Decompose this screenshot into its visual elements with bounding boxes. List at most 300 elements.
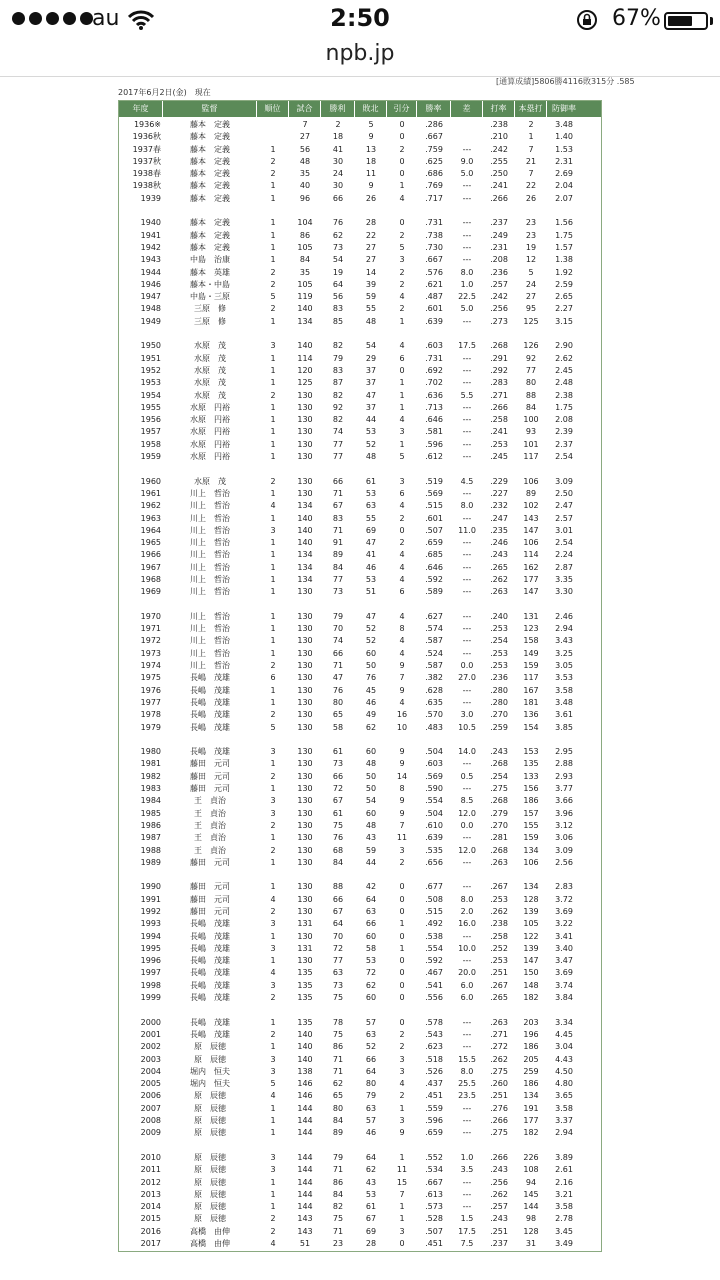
table-cell: 1962 (140, 501, 161, 511)
table-cell: 162 (523, 562, 539, 572)
table-cell: 84 (332, 857, 344, 867)
table-cell: 50 (365, 771, 377, 781)
table-cell: 28 (365, 218, 377, 228)
table-cell: 1 (399, 1202, 405, 1212)
table-cell: 3.06 (555, 833, 573, 843)
table-cell: 64 (365, 894, 377, 904)
table-cell: 22.5 (458, 292, 476, 302)
table-cell: 0 (399, 968, 405, 978)
table-cell: 2002 (140, 1042, 161, 1052)
table-cell: 1975 (140, 673, 161, 683)
table-cell: .275 (490, 1066, 508, 1076)
table-cell: 186 (523, 796, 539, 806)
table-cell: 3.04 (555, 1042, 573, 1052)
table-cell: .263 (490, 587, 508, 597)
table-cell: 2 (270, 907, 276, 916)
table-cell: 川上 哲治 (190, 574, 230, 584)
table-cell: 9 (399, 685, 405, 695)
table-row (119, 316, 601, 328)
career-record-summary: [通算成績]5806勝4116敗315分 .585 (496, 77, 635, 86)
table-cell: 原 辰徳 (194, 1165, 226, 1175)
table-cell: .625 (425, 156, 443, 166)
table-cell: 44 (365, 415, 377, 425)
table-cell: 4 (270, 1239, 276, 1249)
table-cell: .243 (490, 1214, 508, 1224)
table-row (119, 1201, 601, 1213)
table-cell: 125 (523, 316, 539, 326)
table-cell: 藤本 定義 (190, 132, 230, 142)
url-bar[interactable]: npb.jp (0, 40, 720, 77)
table-cell: 55 (365, 304, 377, 314)
table-cell: 135 (297, 980, 313, 990)
table-cell: 62 (365, 980, 377, 990)
table-cell: 117 (523, 452, 539, 462)
table-cell: 27 (525, 292, 537, 302)
table-cell: .587 (425, 636, 443, 646)
table-cell: 3.22 (555, 919, 573, 929)
table-cell: 61 (365, 476, 377, 486)
table-cell: .266 (490, 193, 508, 203)
table-cell: 1.38 (555, 255, 573, 265)
table-cell: 96 (299, 193, 311, 203)
table-cell: 原 辰徳 (194, 1214, 226, 1224)
table-cell: 11 (365, 169, 377, 179)
table-cell: 3.74 (555, 980, 573, 990)
table-cell: 130 (297, 882, 313, 892)
clock: 2:50 (330, 4, 390, 32)
table-cell: .596 (425, 1116, 443, 1126)
table-cell: .240 (490, 611, 508, 621)
table-cell: 120 (297, 365, 313, 375)
table-row (119, 857, 601, 869)
table-cell: 2 (270, 169, 276, 179)
table-cell: 1 (399, 919, 405, 929)
table-cell: 147 (523, 587, 539, 597)
table-cell: .232 (490, 501, 508, 511)
table-cell: .256 (490, 304, 508, 314)
table-cell: 1 (270, 1017, 276, 1027)
table-row (119, 820, 601, 832)
table-cell: 9 (399, 796, 405, 806)
table-cell: 177 (523, 574, 539, 584)
table-cell: --- (462, 1017, 472, 1027)
table-cell: --- (462, 1189, 472, 1199)
table-cell: 73 (332, 587, 344, 597)
table-cell: 2.37 (555, 439, 573, 449)
table-cell: 1.0 (460, 279, 474, 289)
table-cell: 14.0 (458, 747, 476, 757)
table-cell: .628 (425, 685, 443, 695)
table-cell: 48 (365, 759, 377, 769)
table-cell: .251 (490, 1091, 508, 1101)
table-cell: 9.0 (460, 156, 474, 166)
table-cell: .271 (490, 390, 508, 400)
table-cell: 4 (399, 574, 405, 584)
table-cell: 1 (399, 1152, 405, 1162)
table-cell: 7.5 (460, 1239, 474, 1249)
table-cell: 140 (297, 525, 313, 535)
table-cell: 150 (523, 968, 539, 978)
table-cell: --- (462, 439, 472, 449)
table-cell: 2.08 (555, 415, 573, 425)
table-cell: .253 (490, 624, 508, 634)
table-cell: 1 (270, 1189, 276, 1199)
row-spacer (119, 1140, 601, 1152)
table-cell: .613 (425, 1189, 443, 1199)
table-cell: --- (462, 538, 472, 548)
table-cell: .451 (425, 1239, 443, 1249)
table-cell: 91 (332, 538, 344, 548)
table-cell: 130 (297, 636, 313, 646)
table-cell: 196 (523, 1029, 539, 1039)
table-row (119, 611, 601, 623)
table-cell: 1971 (140, 624, 161, 634)
table-cell: 川上 哲治 (190, 636, 230, 646)
table-cell: .266 (490, 1116, 508, 1126)
table-cell: 88 (525, 390, 537, 400)
table-cell: .569 (425, 771, 443, 781)
table-cell: 1 (270, 1042, 276, 1052)
table-cell: .291 (490, 353, 508, 363)
table-cell: 4 (399, 1079, 405, 1089)
table-cell: 3.85 (555, 722, 573, 732)
table-cell: 16 (396, 710, 408, 720)
table-cell: 3.43 (555, 636, 573, 646)
table-cell: 4 (399, 341, 405, 351)
table-cell: .273 (490, 316, 508, 326)
table-cell: 3 (399, 476, 405, 486)
column-header: 順位 (257, 101, 289, 117)
table-cell: 高橋 由伸 (190, 1239, 230, 1249)
table-cell: 69 (365, 1226, 377, 1236)
table-cell: 1976 (140, 685, 161, 695)
table-cell: 27 (299, 132, 311, 142)
table-row (119, 697, 601, 709)
table-cell: 26 (365, 193, 377, 203)
table-cell: --- (462, 857, 472, 867)
table-cell: .589 (425, 587, 443, 597)
table-cell: 長嶋 茂雄 (190, 685, 230, 695)
table-cell: 52 (365, 439, 377, 449)
table-cell: 0.0 (460, 820, 474, 830)
table-cell: --- (462, 685, 472, 695)
table-cell: 川上 哲治 (190, 525, 230, 535)
table-cell: 1999 (140, 993, 161, 1003)
table-row (119, 279, 601, 291)
table-cell: 1 (270, 1128, 276, 1138)
table-cell: .467 (425, 968, 443, 978)
table-cell: 3.21 (555, 1189, 573, 1199)
table-cell: 154 (523, 722, 539, 732)
table-cell: 84 (332, 1116, 344, 1126)
table-cell: 59 (365, 292, 377, 302)
table-cell: 135 (297, 1017, 313, 1027)
table-cell: 1 (270, 611, 276, 621)
table-cell: 130 (297, 697, 313, 707)
table-cell: 水原 茂 (194, 341, 226, 351)
table-cell: .253 (490, 439, 508, 449)
table-cell: 72 (332, 784, 344, 794)
table-cell: 1 (270, 562, 276, 572)
table-cell: .515 (425, 907, 443, 916)
table-cell: 22 (525, 181, 537, 191)
table-cell: 2015 (140, 1214, 161, 1224)
table-cell: 1 (270, 1177, 276, 1187)
table-cell: 2.93 (555, 771, 573, 781)
table-cell: .508 (425, 894, 443, 904)
table-cell: 130 (297, 624, 313, 634)
table-cell: 川上 哲治 (190, 661, 230, 671)
table-cell: 原 辰徳 (194, 1091, 226, 1101)
table-cell: 川上 哲治 (190, 611, 230, 621)
table-cell: 1 (270, 685, 276, 695)
table-row (119, 254, 601, 266)
table-cell: 2.56 (555, 857, 573, 867)
table-row (119, 488, 601, 500)
table-cell: 5 (368, 120, 374, 129)
table-cell: 1 (270, 415, 276, 425)
table-cell: .487 (425, 292, 443, 302)
table-cell: 1947 (140, 292, 161, 302)
table-cell: 130 (297, 784, 313, 794)
table-cell: 130 (297, 771, 313, 781)
table-cell: --- (462, 697, 472, 707)
table-cell: 48 (365, 316, 377, 326)
table-cell: 5 (399, 452, 405, 462)
table-cell: .254 (490, 771, 508, 781)
table-cell: 135 (297, 993, 313, 1003)
table-cell: --- (462, 784, 472, 794)
table-cell: 8.0 (460, 1066, 474, 1076)
table-cell: 3 (270, 1066, 276, 1076)
table-row (119, 365, 601, 377)
table-cell: 2017 (140, 1239, 161, 1249)
table-cell: 130 (297, 390, 313, 400)
table-cell: .262 (490, 1189, 508, 1199)
table-cell: 2 (270, 304, 276, 314)
table-cell: 139 (523, 907, 539, 916)
table-cell: 0 (399, 993, 405, 1003)
table-cell: 66 (332, 894, 344, 904)
table-cell: 2.57 (555, 513, 573, 523)
table-cell: .518 (425, 1054, 443, 1064)
table-cell: 2.78 (555, 1214, 573, 1224)
table-cell: 7 (399, 1189, 405, 1199)
table-row (119, 918, 601, 930)
status-bar (0, 0, 720, 40)
table-cell: 48 (299, 156, 311, 166)
table-cell: 0 (399, 365, 405, 375)
table-cell: 26 (525, 193, 537, 203)
table-cell: 1955 (140, 402, 161, 412)
table-cell: 50 (365, 784, 377, 794)
table-cell: 134 (297, 550, 313, 560)
table-row (119, 500, 601, 512)
table-cell: .692 (425, 365, 443, 375)
table-cell: .271 (490, 1029, 508, 1039)
table-cell: 140 (297, 1042, 313, 1052)
table-cell: 84 (332, 1189, 344, 1199)
table-cell: 77 (332, 956, 344, 966)
table-cell: 2.48 (555, 378, 573, 388)
table-cell: .569 (425, 488, 443, 498)
table-cell: 川上 哲治 (190, 648, 230, 658)
table-cell: .731 (425, 218, 443, 228)
table-cell: 高橋 由伸 (190, 1226, 230, 1236)
table-cell: .259 (490, 722, 508, 732)
table-cell: 83 (332, 304, 344, 314)
table-cell: 1961 (140, 488, 161, 498)
table-cell: 56 (332, 292, 344, 302)
table-cell: 17.5 (458, 341, 476, 351)
table-cell: 3.12 (555, 820, 573, 830)
table-cell: .686 (425, 169, 443, 179)
table-cell: .229 (490, 476, 508, 486)
table-cell: 79 (332, 1152, 344, 1162)
table-cell: 105 (297, 279, 313, 289)
table-cell: 3.49 (555, 1239, 573, 1249)
table-cell: 71 (332, 1066, 344, 1076)
table-cell: 186 (523, 1042, 539, 1052)
table-cell: 藤田 元司 (190, 907, 230, 916)
table-cell: 1 (399, 390, 405, 400)
table-cell: --- (462, 636, 472, 646)
table-cell: 2.94 (555, 1128, 573, 1138)
table-cell: 6 (399, 587, 405, 597)
table-cell: 3.89 (555, 1152, 573, 1162)
table-cell: 2 (270, 1214, 276, 1224)
table-cell: .210 (490, 132, 508, 142)
table-cell: 1 (270, 402, 276, 412)
table-cell: 2.69 (555, 169, 573, 179)
table-cell: --- (462, 562, 472, 572)
table-cell: .231 (490, 242, 508, 252)
table-cell: 6 (399, 353, 405, 363)
table-cell: 153 (523, 747, 539, 757)
table-cell: 3.65 (555, 1091, 573, 1101)
table-cell: 長嶋 茂雄 (190, 931, 230, 941)
table-cell: 1.5 (460, 1214, 474, 1224)
table-cell: .238 (490, 120, 508, 129)
table-cell: .258 (490, 415, 508, 425)
table-cell: 8.0 (460, 267, 474, 277)
table-cell: 1987 (140, 833, 161, 843)
table-cell: 2 (399, 1029, 405, 1039)
table-row (119, 709, 601, 721)
table-cell: 1979 (140, 722, 161, 732)
table-cell: 2.87 (555, 562, 573, 572)
table-cell: 182 (523, 993, 539, 1003)
table-cell: 130 (297, 808, 313, 818)
table-cell: 2.24 (555, 550, 573, 560)
table-cell: 4.80 (555, 1079, 573, 1089)
table-cell: 56 (299, 144, 311, 154)
table-cell: 41 (332, 144, 344, 154)
table-cell: 30 (332, 156, 344, 166)
table-cell: 53 (365, 956, 377, 966)
table-cell: 117 (523, 673, 539, 683)
table-cell: 1960 (140, 476, 161, 486)
table-cell: .243 (490, 550, 508, 560)
table-cell: 27.0 (458, 673, 476, 683)
table-cell: 1994 (140, 931, 161, 941)
table-cell: 27 (365, 242, 377, 252)
table-cell: .541 (425, 980, 443, 990)
table-cell: .260 (490, 1079, 508, 1089)
table-cell: 67 (332, 796, 344, 806)
table-cell: 原 辰徳 (194, 1103, 226, 1113)
table-cell: 0 (399, 931, 405, 941)
table-cell: 3.01 (555, 525, 573, 535)
table-row (119, 943, 601, 955)
table-row (119, 230, 601, 242)
table-cell: 63 (365, 501, 377, 511)
table-cell: 3.53 (555, 673, 573, 683)
battery-percentage: 67% (612, 6, 661, 31)
table-cell: 0 (399, 1017, 405, 1027)
table-cell: 三原 修 (194, 304, 226, 314)
table-cell: 14 (365, 267, 377, 277)
table-row (119, 525, 601, 537)
table-row (119, 685, 601, 697)
table-cell: 1.40 (555, 132, 573, 142)
table-cell: 2004 (140, 1066, 161, 1076)
column-header: 打率 (483, 101, 515, 117)
table-cell: 堀内 恒夫 (190, 1066, 230, 1076)
table-cell: 11 (396, 833, 408, 843)
table-cell: .256 (490, 1177, 508, 1187)
table-cell: .507 (425, 525, 443, 535)
table-cell: 74 (332, 636, 344, 646)
table-cell: 105 (297, 242, 313, 252)
table-cell: 84 (299, 255, 311, 265)
table-cell: 23 (525, 218, 537, 228)
table-cell: 長嶋 茂雄 (190, 1029, 230, 1039)
table-cell: .252 (490, 943, 508, 953)
table-cell: 4.5 (460, 476, 474, 486)
table-cell: --- (462, 378, 472, 388)
table-cell: 8.0 (460, 501, 474, 511)
table-cell: 1.56 (555, 218, 573, 228)
table-cell: 2 (399, 1042, 405, 1052)
table-cell: 3.45 (555, 1226, 573, 1236)
table-cell: 長嶋 茂雄 (190, 673, 230, 683)
table-cell: .667 (425, 132, 443, 142)
table-cell: 9 (368, 132, 374, 142)
table-cell: 1988 (140, 845, 161, 855)
table-cell: 23.5 (458, 1091, 476, 1101)
table-cell: 川上 哲治 (190, 501, 230, 511)
table-cell: 3.5 (460, 1165, 474, 1175)
table-cell: --- (462, 513, 472, 523)
table-row (119, 586, 601, 598)
table-cell: .235 (490, 525, 508, 535)
table-cell: .504 (425, 808, 443, 818)
table-row (119, 1213, 601, 1225)
table-cell: 3.66 (555, 796, 573, 806)
table-cell: 135 (297, 968, 313, 978)
table-cell: 5.0 (460, 304, 474, 314)
table-cell: 102 (523, 501, 539, 511)
table-cell: .639 (425, 833, 443, 843)
table-cell: .237 (490, 218, 508, 228)
table-cell: 3 (399, 255, 405, 265)
table-cell: 1967 (140, 562, 161, 572)
table-cell: 2 (399, 144, 405, 154)
table-cell: 148 (523, 980, 539, 990)
table-cell: 159 (523, 833, 539, 843)
table-cell: 71 (332, 1054, 344, 1064)
